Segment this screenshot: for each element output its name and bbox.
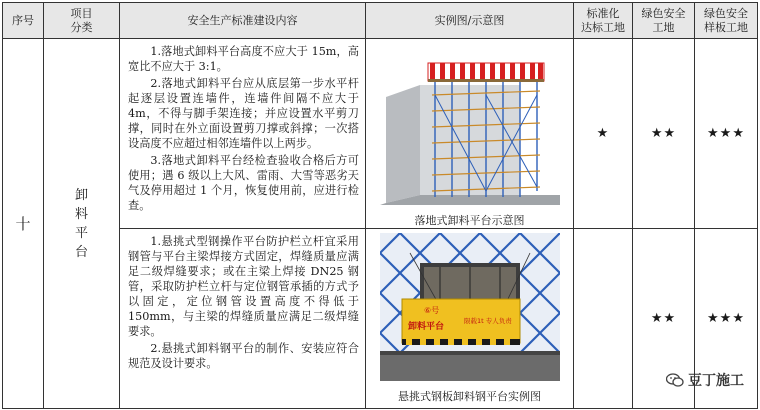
watermark xyxy=(666,370,744,390)
cantilever-platform-photo xyxy=(380,233,560,381)
paragraph: 3.落地式卸料平台经检查验收合格后方可使用；遇 6 级以上大风、雷雨、大雪等恶劣天气及停用超过 1 个月，恢复使用前，应进行检查。 xyxy=(128,154,359,212)
image-cell-floor xyxy=(366,39,574,229)
image-caption: 悬挑式钢板卸料钢平台实例图 xyxy=(398,390,541,403)
table-row xyxy=(3,39,758,229)
content-cantilever-platform xyxy=(120,229,366,409)
sign-number: ⑥号 xyxy=(423,306,439,315)
paragraph: 1.落地式卸料平台高度不应大于 15m，高宽比不应大于 3:1。 xyxy=(128,45,359,73)
content-floor-platform xyxy=(120,39,366,229)
header-level-green: 绿色安全 工地 xyxy=(633,3,695,39)
image-caption: 落地式卸料平台示意图 xyxy=(414,214,525,227)
level-model-stars: ★★★ xyxy=(695,39,758,229)
header-level-model: 绿色安全 样板工地 xyxy=(695,3,758,39)
level-standard-stars: ★ xyxy=(574,39,633,229)
header-content: 安全生产标准建设内容 xyxy=(120,3,366,39)
paragraph: 2.落地式卸料平台应从底层第一步水平杆起逐层设置连墙件，连墙件间隔不应大于 4m，不得与脚手架连接；并应设置水平剪刀撑，同时在外立面设置剪刀撑或斜撑；一次搭设高度不应超过相邻连墙件以上两步。 xyxy=(128,77,359,150)
platform-sign xyxy=(402,299,520,345)
level-green-stars: ★★ xyxy=(633,229,695,409)
row-index: 十 xyxy=(3,39,44,409)
sign-text: 卸料平台 xyxy=(407,322,444,332)
header-row xyxy=(3,3,758,39)
paragraph: 1.悬挑式型钢操作平台防护栏立杆宜采用钢管与平台主梁焊接方式固定，焊缝质量应满足二级焊缝要求；或在主梁上焊接 DN25 钢管，采取防护栏立杆与定位钢管承插的方式予以固定，定位钢管设置高度不得低于 150mm，与主梁的焊缝质量应满足二级焊缝要求。 xyxy=(128,235,359,338)
watermark-text: 豆丁施工 xyxy=(688,373,744,389)
header-index: 序号 xyxy=(3,3,44,39)
level-green-stars: ★★ xyxy=(633,39,695,229)
wechat-icon xyxy=(666,373,684,387)
image-cell-cantilever xyxy=(366,229,574,409)
paragraph: 2.悬挑式卸料钢平台的制作、安装应符合规范及设计要求。 xyxy=(128,342,359,370)
sign-text-secondary: 限载1t 专人负责 xyxy=(463,317,512,325)
header-image: 实例图/示意图 xyxy=(366,3,574,39)
row-category: 卸 料 平 台 xyxy=(44,39,120,409)
standards-table xyxy=(2,2,758,409)
header-category: 项目 分类 xyxy=(44,3,120,39)
level-model-stars: ★★★ xyxy=(695,229,758,409)
level-standard-empty xyxy=(574,229,633,409)
header-level-standard: 标准化 达标工地 xyxy=(574,3,633,39)
top-railing xyxy=(428,63,544,82)
floor-platform-illustration xyxy=(380,45,560,205)
